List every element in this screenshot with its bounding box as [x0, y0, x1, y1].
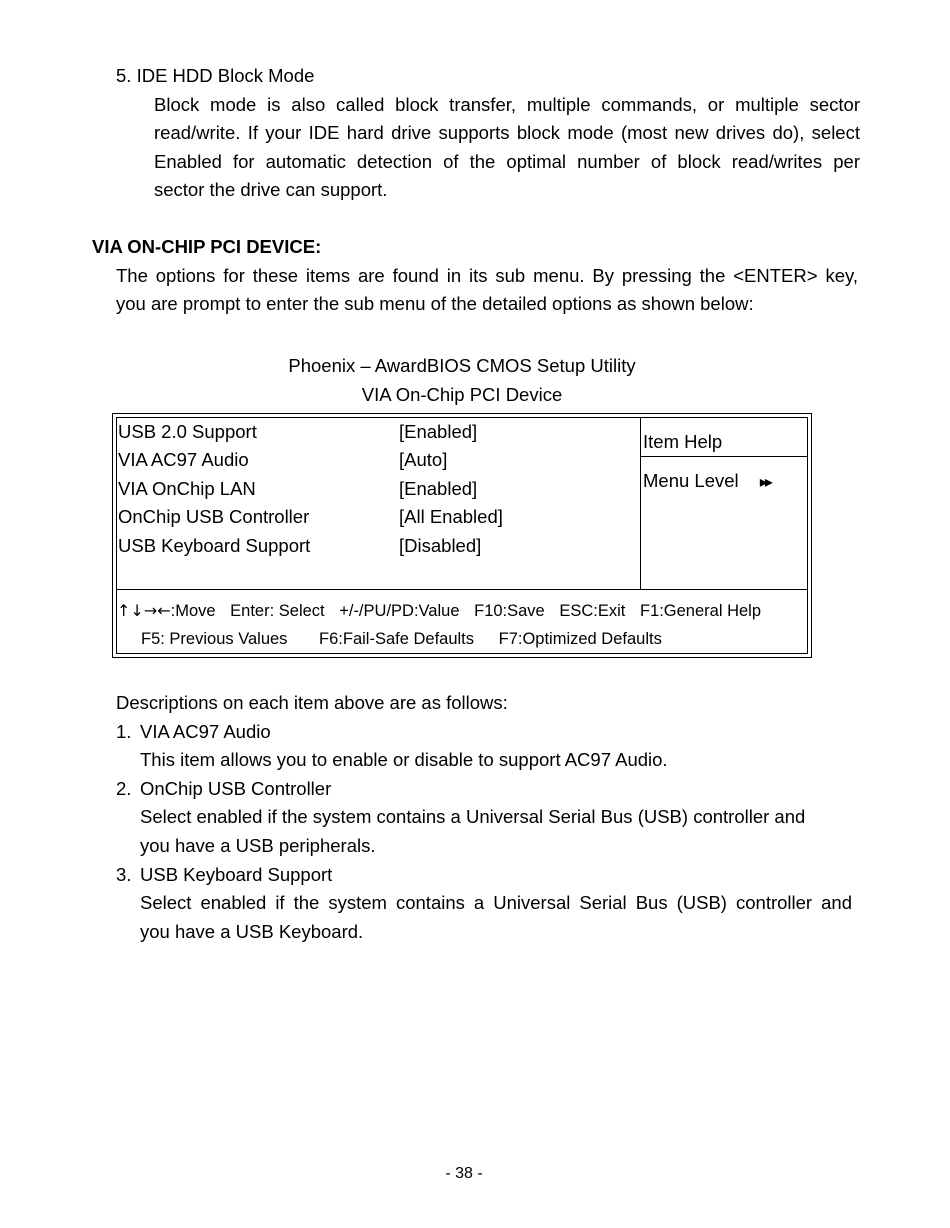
menu-item-label: VIA OnChip LAN: [118, 478, 256, 499]
menu-item-via-ac97-audio[interactable]: [118, 449, 638, 477]
section-heading: VIA ON-CHIP PCI DEVICE:: [92, 236, 322, 257]
menu-item-value[interactable]: [All Enabled]: [399, 506, 503, 527]
double-arrow-right-icon: ▸▸: [759, 472, 770, 491]
menu-item-value[interactable]: [Enabled]: [399, 478, 478, 499]
paragraph-line: sector the drive can support.: [154, 179, 388, 200]
menu-item-usb-2-support[interactable]: [118, 421, 638, 449]
key-fail-safe: F6:Fail-Safe Defaults: [319, 630, 475, 648]
list-item-title: OnChip USB Controller: [140, 778, 332, 799]
list-item-text: you have a USB Keyboard.: [140, 921, 364, 942]
list-item-text: This item allows you to enable or disable to support AC97 Audio.: [140, 749, 668, 770]
paragraph-line: Block mode is also called block transfer, multiple commands, or multiple sector: [154, 94, 860, 115]
list-item-number: 3.: [116, 864, 132, 885]
item-help-title: Item Help: [643, 431, 723, 452]
key-save: F10:Save: [474, 602, 545, 620]
paragraph-line: you are prompt to enter the sub menu of the detailed options as shown below:: [116, 293, 754, 314]
divider: [117, 589, 807, 590]
key-previous-values: F5: Previous Values: [141, 630, 288, 648]
menu-item-label: USB Keyboard Support: [118, 535, 311, 556]
menu-item-via-onchip-lan[interactable]: [118, 478, 638, 506]
list-item-number: 1.: [116, 721, 132, 742]
paragraph-line: The options for these items are found in its sub menu. By pressing the <ENTER> key,: [116, 265, 858, 286]
bios-title: Phoenix – AwardBIOS CMOS Setup Utility: [288, 355, 636, 376]
key-move: :Move: [170, 602, 216, 620]
menu-item-onchip-usb-controller[interactable]: [118, 506, 638, 534]
list-item-title: VIA AC97 Audio: [140, 721, 271, 742]
key-value: +/-/PU/PD:Value: [339, 602, 460, 620]
section-heading: 5. IDE HDD Block Mode: [116, 65, 315, 86]
menu-item-value[interactable]: [Enabled]: [399, 421, 478, 442]
menu-item-usb-keyboard-support[interactable]: [118, 535, 638, 563]
divider: [640, 456, 807, 457]
key-enter: Enter: Select: [230, 602, 325, 620]
menu-level-label: Menu Level: [643, 470, 739, 491]
page-number: - 38 -: [445, 1165, 483, 1182]
paragraph-line: Enabled for automatic detection of the optimal number of block read/writes per: [154, 151, 860, 172]
list-item-text: Select enabled if the system contains a Universal Serial Bus (USB) controller and: [140, 892, 852, 913]
bios-inner-frame: [116, 417, 808, 654]
key-optimized: F7:Optimized Defaults: [498, 630, 662, 648]
menu-item-value[interactable]: [Disabled]: [399, 535, 482, 556]
menu-item-label: VIA AC97 Audio: [118, 449, 249, 470]
key-legend-row-1: [117, 601, 761, 621]
key-help: F1:General Help: [639, 602, 762, 620]
key-exit: ESC:Exit: [559, 602, 626, 620]
descriptions-intro: Descriptions on each item above are as follows:: [116, 692, 508, 713]
paragraph-line: read/write. If your IDE hard drive supports block mode (most new drives do), select: [154, 122, 860, 143]
list-item-title: USB Keyboard Support: [140, 864, 333, 885]
list-item-number: 2.: [116, 778, 132, 799]
menu-level: [643, 470, 770, 492]
menu-item-value[interactable]: [Auto]: [399, 449, 448, 470]
arrow-keys-icon: ↑↓→←: [117, 601, 171, 620]
bios-subtitle: VIA On-Chip PCI Device: [361, 384, 563, 405]
list-item-text: you have a USB peripherals.: [140, 835, 376, 856]
divider: [640, 418, 641, 589]
menu-item-label: OnChip USB Controller: [118, 506, 310, 527]
list-item-text: Select enabled if the system contains a Universal Serial Bus (USB) controller and: [140, 806, 806, 827]
menu-item-label: USB 2.0 Support: [118, 421, 257, 442]
key-legend-row-2: [141, 630, 662, 649]
bios-setup-panel: [112, 413, 812, 658]
